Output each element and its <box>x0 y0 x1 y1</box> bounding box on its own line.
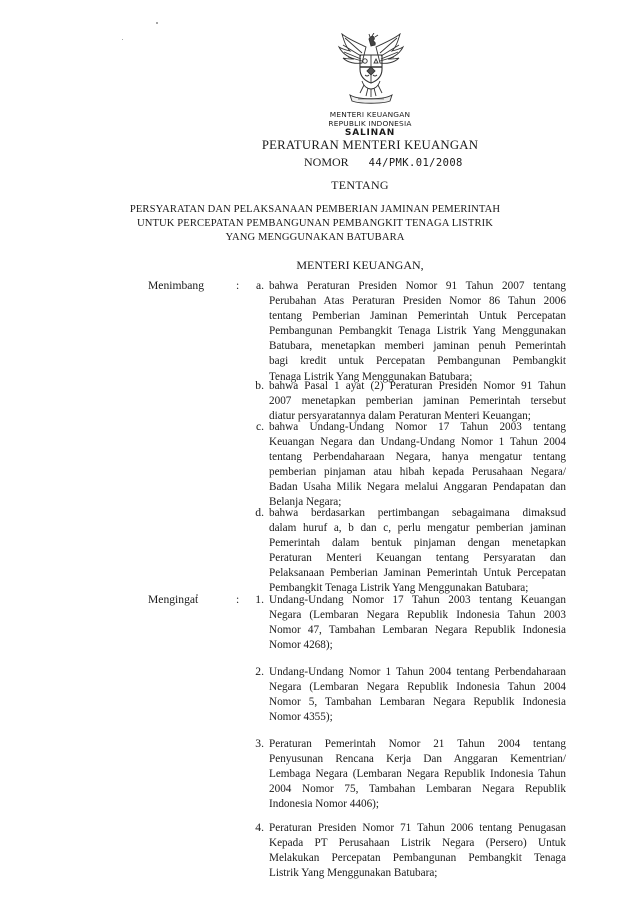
country-name: REPUBLIK INDONESIA <box>328 119 412 128</box>
regulation-type: PERATURAN MENTERI KEUANGAN <box>261 138 479 152</box>
item-marker: d. <box>255 506 264 519</box>
text-line: bahwa Pasal 1 ayat (2) Peraturan Presiden Nomor 91 Tahun <box>269 380 566 392</box>
text-line: Pelaksanaan Pemberian Jaminan Pemerintah Untuk Percepatan <box>269 567 566 580</box>
text-line: Undang-Undang Nomor 1 Tahun 2004 tentang Perbendaharaan <box>269 666 566 678</box>
title-line-2: UNTUK PERCEPATAN PEMBANGUNAN PEMBANGKIT TENAGA LISTRIK <box>136 218 494 229</box>
recalling-item-3 <box>269 737 566 812</box>
title-line-3: YANG MENGGUNAKAN BATUBARA <box>225 232 405 243</box>
text-line: Penyusunan Rencana Kerja Dan Anggaran Kementrian/ <box>269 753 566 766</box>
text-line: Listrik Yang Menggunakan Batubara; <box>269 867 438 880</box>
item-marker: 2. <box>255 665 264 678</box>
considering-colon: : <box>236 279 240 292</box>
text-line: Tenaga Listrik Yang Menggunakan Batubara; <box>269 370 473 383</box>
issuer-line: MENTERI KEUANGAN, <box>296 258 424 272</box>
item-marker: c. <box>255 420 264 433</box>
garuda-emblem-icon <box>336 33 406 105</box>
text-line: Nomor 4268); <box>269 639 333 652</box>
text-line: diatur persyaratannya dalam Peraturan Menteri Keuangan; <box>269 410 531 423</box>
text-line: Peraturan Presiden Nomor 71 Tahun 2006 tentang Penugasan <box>269 822 566 834</box>
text-line: Nomor 4355); <box>269 711 333 724</box>
text-line: 2004 Nomor 75, Tambahan Lembaran Negara Republik <box>269 783 566 796</box>
item-marker: 3. <box>255 737 264 750</box>
text-line: Perubahan Atas Peraturan Presiden Nomor 86 Tahun 2006 <box>269 295 566 308</box>
text-line: Lembaga Negara (Lembaran Negara Republik Indonesia Tahun <box>269 768 566 781</box>
text-line: Batubara, menetapkan memberi jaminan penuh Pemerintah <box>269 340 566 353</box>
scan-speck <box>156 22 158 24</box>
text-line: Negara (Lembaran Negara Republik Indonesia Tahun 2003 <box>269 609 566 622</box>
text-line: Pemerintah dalam bentuk pinjaman dengan menetapkan <box>269 537 566 550</box>
text-line: Kepada PT Perusahaan Listrik Negara (Persero) Untuk <box>269 837 566 850</box>
about-label: TENTANG <box>331 178 389 192</box>
text-line: pemberian pinjaman atau hibah kepada Perusahaan Negara/ <box>269 466 566 479</box>
considering-item-a <box>269 279 566 385</box>
recalling-item-1 <box>269 593 566 653</box>
recalling-colon: : <box>236 593 240 606</box>
considering-item-b <box>269 379 566 424</box>
considering-label: Menimbang <box>148 279 205 292</box>
text-line: bahwa Peraturan Presiden Nomor 91 Tahun 2007 tentang <box>269 280 566 292</box>
recalling-item-4 <box>269 821 566 881</box>
text-line: Peraturan Pemerintah Nomor 21 Tahun 2004 tentang <box>269 738 566 750</box>
recalling-item-2 <box>269 665 566 725</box>
text-line: bahwa Undang-Undang Nomor 17 Tahun 2003 tentang <box>269 421 566 433</box>
item-marker: 1. <box>255 593 264 606</box>
text-line: Nomor 5, Tambahan Lembaran Negara Republik Indonesia <box>269 696 566 709</box>
text-line: tentang Pemberian Jaminan Pemerintah Untuk Percepatan <box>269 310 566 323</box>
scan-speck <box>122 39 123 40</box>
item-marker: 4. <box>255 821 264 834</box>
text-line: Melakukan Percepatan Pembangunan Pembangkit Tenaga <box>269 852 566 865</box>
copy-stamp: SALINAN <box>344 128 396 138</box>
text-line: dalam huruf a, b dan c, perlu mengatur pemberian jaminan <box>269 522 566 535</box>
text-line: Pembangkit Tenaga Listrik Yang Menggunakan Batubara; <box>269 582 529 595</box>
recalling-label: Mengingat <box>148 593 199 606</box>
text-line: Undang-Undang Nomor 17 Tahun 2003 tentang Keuangan <box>269 594 566 606</box>
considering-item-c <box>269 420 566 511</box>
text-line: tentang Perbendaharaan Negara, hanya mengatur tentang <box>269 451 566 464</box>
text-line: bahwa berdasarkan pertimbangan sebagaimana dimaksud <box>269 507 566 519</box>
text-line: Peraturan Menteri Keuangan tentang Persyaratan dan <box>269 552 566 565</box>
text-line: Keuangan Negara dan Undang-Undang Nomor 1 Tahun 2004 <box>269 436 566 449</box>
ministry-name: MENTERI KEUANGAN <box>329 110 411 119</box>
considering-item-d <box>269 506 566 597</box>
title-line-1: PERSYARATAN DAN PELAKSANAAN PEMBERIAN JAMINAN PEMERINTAH <box>129 204 501 215</box>
item-marker: a. <box>255 279 264 292</box>
regulation-number <box>304 155 463 170</box>
text-line: Belanja Negara; <box>269 496 342 509</box>
number-value: 44/PMK.01/2008 <box>368 157 463 169</box>
item-marker: b. <box>255 379 264 392</box>
text-line: Indonesia Nomor 4406); <box>269 798 379 811</box>
text-line: Negara (Lembaran Negara Republik Indonesia Tahun 2004 <box>269 681 566 694</box>
text-line: Badan Usaha Milik Negara melalui Anggaran Pendapatan dan <box>269 481 566 494</box>
text-line: Nomor 47, Tambahan Lembaran Negara Republik Indonesia <box>269 624 566 637</box>
text-line: Pembangunan Pembangkit Tenaga Listrik Yang Menggunakan <box>269 325 566 338</box>
number-label: NOMOR <box>304 155 349 169</box>
text-line: 2007 menetapkan pemberian jaminan Pemerintah tersebut <box>269 395 566 408</box>
text-line: bagi kredit untuk Percepatan Pembangunan Pembangkit <box>269 355 566 368</box>
